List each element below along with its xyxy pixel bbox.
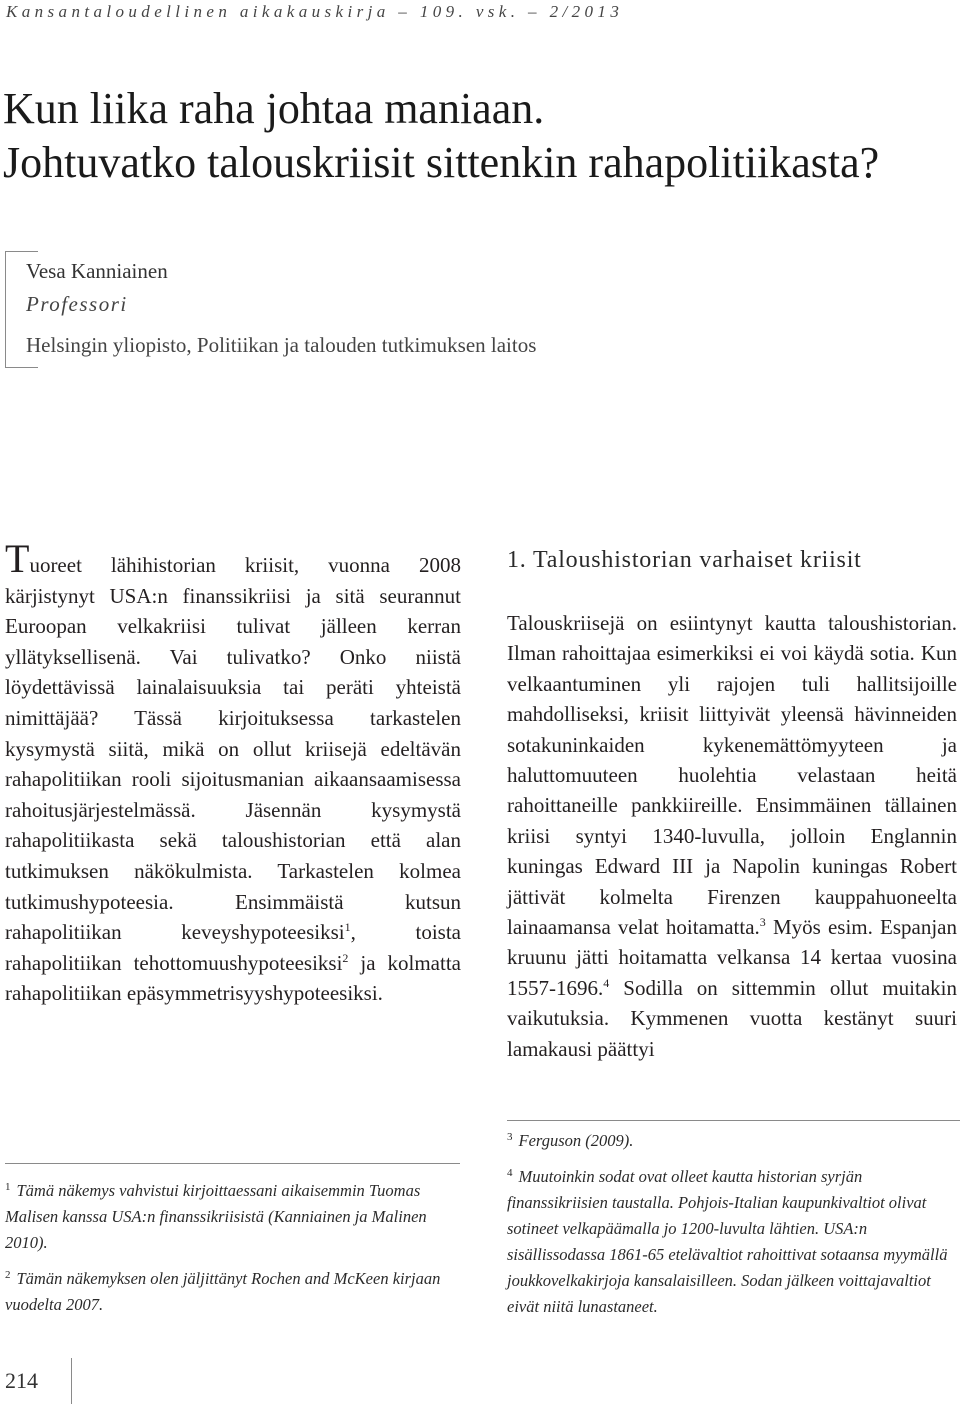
article-title (3, 82, 953, 190)
page-number-divider (71, 1358, 72, 1404)
footnote-text: Tämä näkemys vahvistui kirjoittaessani aikaisemmin Tuomas Malisen kanssa USA:n finanssikriisistä (Kanniainen ja Malinen 2010). (5, 1181, 427, 1252)
footnote-divider-left (5, 1163, 460, 1164)
footnote-number: 3 (507, 1130, 513, 1143)
section-1-paragraph (507, 608, 957, 1064)
footnote-ref-1[interactable]: 1 (344, 920, 351, 935)
footnote-divider-right (507, 1120, 960, 1121)
drop-cap: T (5, 536, 30, 581)
abstract-text-2: , toista rahapolitiikan tehottomuushypoteesiksi (5, 920, 461, 975)
abstract-paragraph (5, 536, 461, 1009)
section-heading: 1. Taloushistorian varhaiset kriisit (507, 547, 862, 573)
page-number: 214 (5, 1368, 38, 1393)
footnote-number: 1 (5, 1180, 11, 1193)
footnotes-right (507, 1128, 957, 1330)
footnote-ref-2[interactable]: 2 (342, 950, 349, 965)
footnote-1 (5, 1178, 460, 1256)
footnotes-left (5, 1178, 460, 1328)
section-1-column (507, 547, 957, 1064)
author-name: Vesa Kanniainen (26, 259, 168, 283)
footnote-3 (507, 1128, 957, 1154)
abstract-text-1: uoreet lähihistorian kriisit, vuonna 2008 kärjistynyt USA:n finanssikriisi ja sitä seurannut Euroopan velkakriisi tulivat jälleen kerran yllätyksellisenä. Vai tulivatko? Onko niistä löydettävissä lainalaisuuksia tai peräti yhteistä nimittäjää? Tässä kirjoituksessa tarkastelen kysymystä siitä, mikä on ollut kriisejä edeltävän rahapolitiikan rooli sijoitusmanian aikaansaamisessa rahoitusjärjestelmässä. Jäsennän kysymystä rahapolitiikasta sekä taloushistorian että alan tutkimuksen näkökulmista. Tarkastelen kolmea tutkimushypoteesia. Ensimmäistä kutsun rahapolitiikan keveyshypoteesiksi (5, 553, 461, 945)
footnote-ref-4[interactable]: 4 (603, 975, 610, 990)
footnote-text: Tämän näkemyksen olen jäljittänyt Rochen and McKeen kirjaan vuodelta 2007. (5, 1269, 441, 1314)
title-line-2: Johtuvatko talouskriisit sittenkin rahapolitiikasta? (3, 138, 880, 187)
footnote-4 (507, 1164, 957, 1320)
abstract-text-3: ja kolmatta rahapolitiikan epäsymmetrisyyshypoteesiksi. (5, 950, 461, 1006)
footnote-ref-3[interactable]: 3 (759, 915, 766, 930)
running-header: Kansantaloudellinen aikakauskirja – 109. vsk. – 2/2013 (6, 2, 624, 21)
author-block (5, 251, 646, 368)
footnote-text: Ferguson (2009). (518, 1131, 634, 1150)
section-text-3: Sodilla on sittemmin ollut muitakin vaikutuksia. Kymmenen vuotta kestänyt suuri lamakausi päättyi (507, 975, 957, 1061)
title-line-1: Kun liika raha johtaa maniaan. (3, 84, 545, 133)
abstract-column (5, 536, 461, 1009)
section-text-1: Talouskriisejä on esiintynyt kautta taloushistorian. Ilman rahoittajaa esimerkiksi ei voi käydä sotia. Kun velkaantuminen yli rajojen tuli hallitsijoille mahdolliseksi, kriisit liittyivät yleensä hävinneiden sotakuninkaiden kykenemättömyyteen ja haluttomuuteen huolehtia velastaan heitä rahoittaneille pankkiireille. Ensimmäinen tällainen kriisi syntyi 1340-luvulla, jolloin Englannin kuningas Edward III ja Napolin kuningas Robert jättivät kolmelta Firenzen kauppahuoneelta lainaamansa velat hoitamatta. (507, 611, 957, 940)
section-text-2: Myös esim. Espanjan kruunu jätti hoitamatta velkansa 14 kertaa vuosina 1557-1696. (507, 915, 957, 1000)
author-affiliation: Helsingin yliopisto, Politiikan ja talouden tutkimuksen laitos (26, 333, 537, 357)
footnote-number: 2 (5, 1268, 11, 1281)
footnote-text: Muutoinkin sodat ovat olleet kautta historian syrjän finanssikriisien taustalla. Pohjois-Italian kaupunkivaltiot olivat sotineet velkapäämalla jo 1200-luvulta lähtien. USA:n sisällissodassa 1861-65 etelävaltiot rahoittivat sotaansa myymällä joukkovelkakirjoja kansalaisilleen. Sodan jälkeen voittajavaltiot eivät niitä lunastaneet. (507, 1167, 948, 1316)
author-role: Professori (26, 292, 128, 316)
footnote-2 (5, 1266, 460, 1318)
footnote-number: 4 (507, 1166, 513, 1179)
